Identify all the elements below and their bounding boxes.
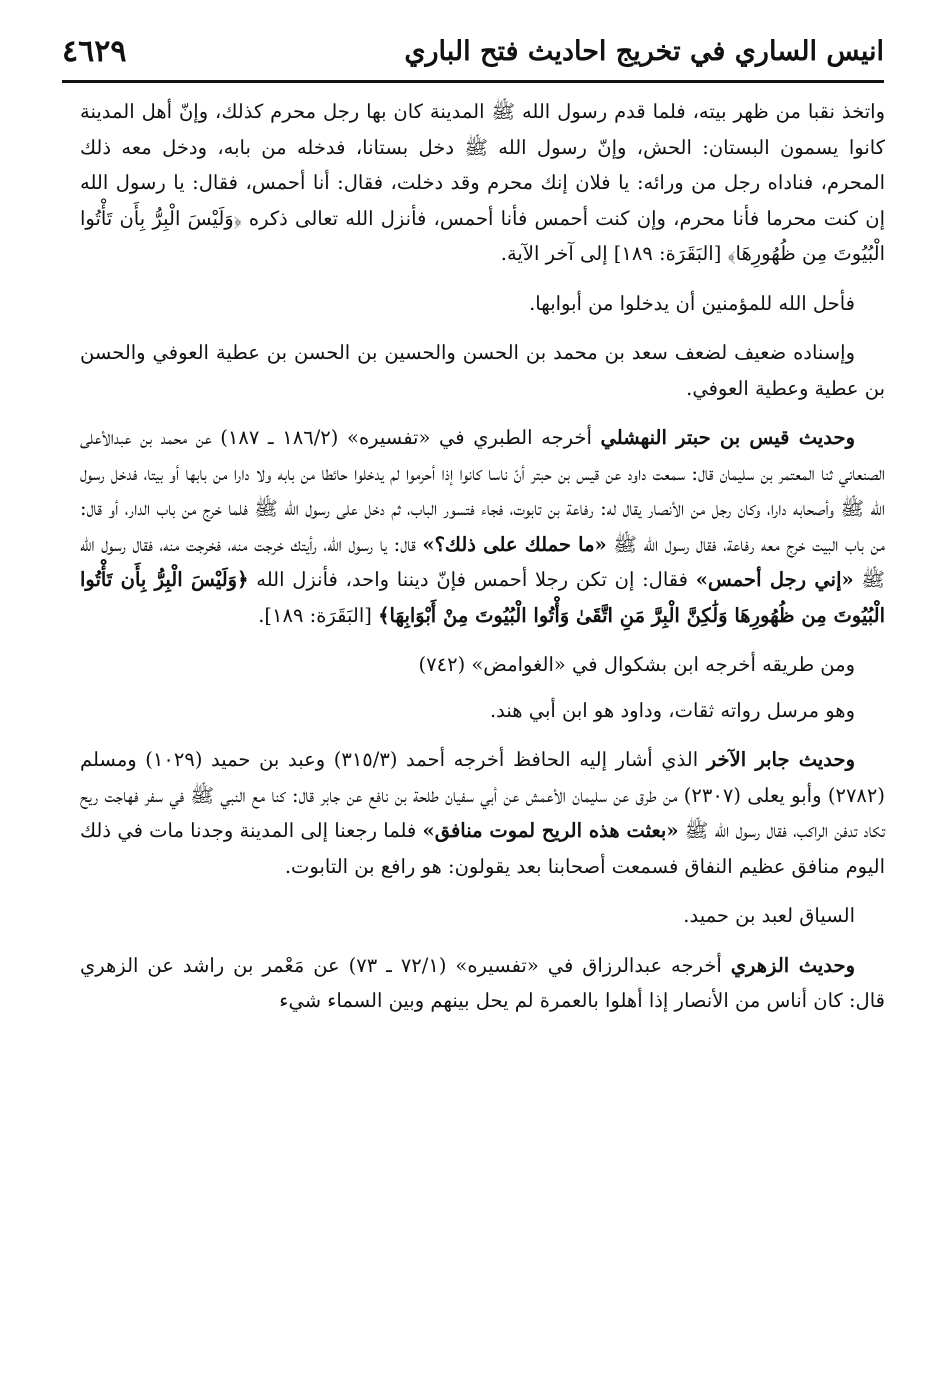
hadith-heading-jabir: وحديث جابر الآخر: [706, 748, 855, 771]
header-divider: [62, 80, 884, 83]
page-header: [62, 30, 884, 78]
hadith-heading-qays: وحديث قيس بن حبتر النهشلي: [600, 426, 855, 449]
paragraph-3: وإسناده ضعيف لضعف سعد بن محمد بن الحسن والحسين بن الحسن بن عطية العوفي والحسن بن عطية وعطية العوفي.: [80, 341, 885, 400]
paragraph-4-text-d: [البَقَرَة: ١٨٩].: [258, 603, 379, 627]
quran-verse: ﴿وَلَيْسَ الْبِرُّ بِأَن تَأْتُوا الْبُيُوتَ مِن ظُهُورِهَا وَلَٰكِنَّ الْبِرَّ مَنِ اتَّقَىٰ وَأْتُوا الْبُيُوتَ مِنْ أَبْوَابِهَا﴾: [80, 568, 885, 627]
paragraph-6: وهو مرسل رواته ثقات، وداود هو ابن أبي هند.: [489, 698, 855, 722]
paragraph-7: [80, 742, 885, 884]
paragraph-4: [80, 420, 885, 633]
prophetic-quote-3: «بعثت هذه الريح لموت منافق»: [422, 819, 679, 842]
paragraph-1: واتخذ نقبا من ظهر بيته، فلما قدم رسول الله ﷺ المدينة كان بها رجل محرم كذلك، وإنّ أهل المدينة كانوا يسمون البستان: الحش، وإنّ رسول الله ﷺ دخل بستانا، فدخله من بابه، ودخل معه ذلك المحرم، فناداه رجل من ورائه: يا فلان إنك محرم وقد دخلت، فقال: أنا أحمس، فقال: يا رسول الله إن كنت محرما فأنا محرم، وإن كنت أحمس فأنا أحمس، فأنزل الله تعالى ذكره ﴿وَلَيْسَ الْبِرُّ بِأَن تَأْتُوا الْبُيُوتَ مِن ظُهُورِهَا﴾ [البَقَرَة: ١٨٩] إلى آخر الآية.: [80, 100, 885, 265]
running-title: انيس الساري في تخريج احاديث فتح الباري: [404, 36, 884, 67]
paragraph-9: [80, 948, 885, 1019]
paragraph-7-text-b: فلما رجعنا إلى المدينة وجدنا مات في ذلك اليوم منافق عظيم النفاق فسمعت أصحابنا بعد يقولون: هو رافع بن التابوت.: [80, 819, 885, 878]
paragraph-4-text-c: فقال: إن تكن رجلا أحمس فإنّ ديننا واحد، فأنزل الله: [248, 568, 696, 591]
paragraph-5: ومن طريقه أخرجه ابن بشكوال في «الغوامض» (٧٤٢): [418, 653, 855, 676]
prophetic-quote-1: «ما حملك على ذلك؟»: [422, 532, 607, 556]
paragraph-2: فأحل الله للمؤمنين أن يدخلوا من أبوابها.: [529, 291, 855, 315]
hadith-heading-zuhri: وحديث الزهري: [730, 953, 855, 977]
paragraph-8: السياق لعبد بن حميد.: [683, 904, 855, 927]
paragraph-9-text-a: أخرجه عبدالرزاق في «تفسيره» (٧٢/١ ـ ٧٣) عن مَعْمر بن راشد عن الزهري قال: كان أناس من الأنصار إذا أهلوا بالعمرة لم يحل بينهم وبين السماء شيء: [80, 953, 885, 1012]
body-text: [80, 94, 885, 1033]
prophetic-quote-2: «إني رجل أحمس»: [695, 568, 854, 591]
paragraph-4-text-b: قال: يا رسول الله، رأيتك خرجت منه، فخرجت منه، فقال رسول الله ﷺ: [80, 532, 885, 591]
paragraph-4-text-a: أخرجه الطبري في «تفسيره» (١٨٦/٢ ـ ١٨٧) عن محمد بن عبدالأعلى الصنعاني ثنا المعتمر بن سليمان قال: سمعت داود عن قيس بن حبتر أنّ ناسا كانوا إذا أحرموا لم يدخلوا حائطا من بابه ولا دارا من بابها أو بيتا، فدخل رسول الله ﷺ وأصحابه دارا، وكان رجل من الأنصار يقال له: رفاعة بن تابوت، فجاء فتسور الباب، ثم دخل على رسول الله ﷺ فلما خرج من باب الدار، أو قال: من باب البيت خرج معه رفاعة، فقال رسول الله ﷺ: [80, 426, 885, 556]
page-number: ٤٦٢٩: [62, 34, 127, 69]
paragraph-7-text-a: الذي أشار إليه الحافظ أخرجه أحمد (٣١٥/٣) وعبد بن حميد (١٠٢٩) ومسلم (٢٧٨٢) وأبو يعلى (٢٣٠٧) من طرق عن سليمان الأعمش عن أبي سفيان طلحة بن نافع عن جابر قال: كنا مع النبي ﷺ في سفر فهاجت ريح تكاد تدفن الراكب، فقال رسول الله ﷺ: [80, 748, 885, 842]
